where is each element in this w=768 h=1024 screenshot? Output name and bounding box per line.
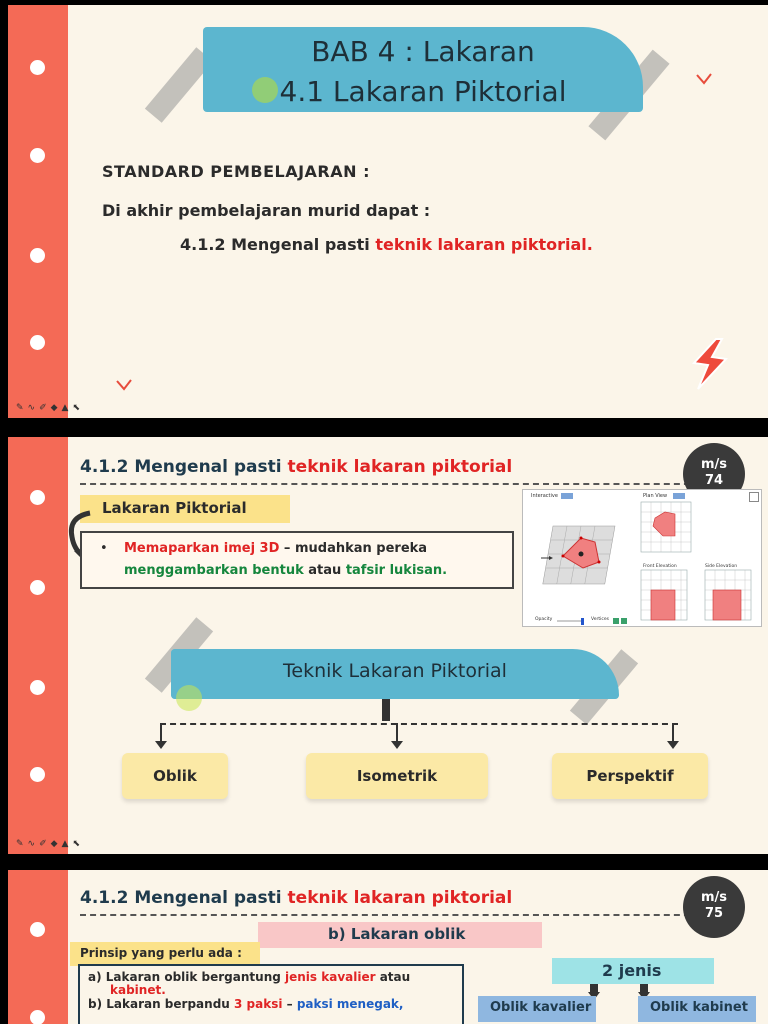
arrow-down-icon (667, 741, 679, 749)
item-b-highlight: 3 paksi (234, 997, 283, 1011)
item-a-highlight: jenis kavalier (285, 970, 376, 984)
type-2-text: Oblik kabinet (650, 1000, 748, 1015)
tree-arrow (672, 723, 674, 743)
cursor-highlight (176, 685, 202, 711)
interactive-app-panel[interactable] (522, 489, 762, 627)
badge-number: 75 (704, 906, 724, 921)
app-front-label: Front Elevation (643, 564, 677, 569)
bullet-green-1: menggambarkan bentuk (124, 563, 304, 578)
notebook-spine (8, 437, 68, 854)
heading-prefix: 4.1.2 Mengenal pasti (80, 457, 288, 477)
badge-number: 74 (704, 473, 724, 488)
definition-box (80, 531, 514, 589)
item-a (88, 970, 410, 984)
item-a-line2: kabinet. (110, 983, 166, 997)
item-b-prefix: b) Lakaran berpandu (88, 997, 234, 1011)
bullet-text: – mudahkan pereka (279, 541, 428, 556)
technique-banner-title: Teknik Lakaran Piktorial (283, 660, 507, 682)
intro-text: Di akhir pembelajaran murid dapat : (102, 201, 431, 220)
app-drawing (523, 490, 763, 628)
annotation-toolbar[interactable]: ✎∿✐◆▲⬉ (16, 403, 85, 413)
types-arrow-stem (590, 984, 598, 992)
learning-objective (180, 235, 593, 254)
principle-label (70, 942, 260, 966)
badge-unit: m/s (700, 890, 728, 905)
app-interactive-label: Interactive (531, 493, 558, 499)
item-a-prefix: a) Lakaran oblik bergantung (88, 970, 286, 984)
binder-hole (30, 490, 45, 505)
check-icon (116, 379, 132, 391)
slide-3 (8, 870, 768, 1024)
tree-arrow (160, 723, 162, 743)
app-opacity-label: Opacity (535, 617, 553, 622)
notebook-spine (8, 5, 68, 418)
tree-arrow (396, 723, 398, 743)
heading-highlight: teknik lakaran piktorial (287, 888, 513, 908)
slide-heading (80, 457, 512, 477)
speed-badge (683, 876, 745, 938)
chapter-title: BAB 4 : Lakaran (311, 35, 535, 68)
slide-1 (8, 5, 768, 418)
notebook-spine (8, 870, 68, 1024)
binder-hole (30, 1010, 45, 1024)
principle-box (78, 964, 464, 1024)
slide-heading (80, 888, 512, 908)
app-expand-icon[interactable] (749, 492, 759, 502)
cursor-highlight (252, 77, 278, 103)
binder-hole (30, 148, 45, 163)
heading-divider (80, 914, 700, 916)
binder-hole (30, 580, 45, 595)
app-plan-view-label: Plan View (643, 493, 668, 499)
objective-prefix: 4.1.2 Mengenal pasti (180, 235, 376, 254)
tree-stem (382, 699, 390, 721)
app-vertices-label: Vertices (591, 617, 609, 622)
technique-banner (171, 649, 619, 699)
app-side-label: Side Elevation (705, 564, 738, 569)
technique-isometrik: Isometrik (306, 753, 488, 799)
types-label-text: 2 jenis (602, 961, 662, 980)
bullet-highlight: Memaparkan imej 3D (124, 541, 280, 556)
type-oblik-kavalier (478, 996, 596, 1022)
bullet-green-2: tafsir lukisan. (345, 563, 448, 578)
lightning-icon (686, 337, 734, 391)
item-b-mid: – (282, 997, 297, 1011)
objective-highlight: teknik lakaran piktorial. (375, 235, 593, 254)
topic-label-text: Lakaran Piktorial (102, 499, 247, 517)
heading-highlight: teknik lakaran piktorial (287, 457, 513, 477)
badge-unit: m/s (700, 457, 728, 472)
topic-label (80, 495, 290, 523)
item-b-blue: paksi menegak, (296, 997, 404, 1011)
bullet-line-2 (124, 563, 447, 578)
binder-hole (30, 680, 45, 695)
principle-text: Prinsip yang perlu ada : (80, 946, 242, 960)
binder-hole (30, 767, 45, 782)
section-title: 4.1 Lakaran Piktorial (279, 75, 567, 108)
annotation-toolbar[interactable]: ✎∿✐◆▲⬉ (16, 839, 85, 849)
binder-hole (30, 922, 45, 937)
item-b (88, 997, 403, 1011)
arrow-down-icon (391, 741, 403, 749)
heading-prefix: 4.1.2 Mengenal pasti (80, 888, 288, 908)
check-icon (696, 73, 712, 85)
subtitle-text: b) Lakaran oblik (328, 925, 466, 943)
binder-hole (30, 60, 45, 75)
binder-hole (30, 335, 45, 350)
arrow-down-icon (155, 741, 167, 749)
type-1-text: Oblik kavalier (490, 1000, 592, 1015)
bullet-line-1 (124, 541, 427, 556)
heading-divider (80, 483, 700, 485)
tree-dashed-line (160, 723, 678, 725)
bullet-connector: atau (303, 563, 346, 578)
standard-heading: STANDARD PEMBELAJARAN : (102, 162, 370, 181)
technique-perspektif: Perspektif (552, 753, 708, 799)
technique-oblik: Oblik (122, 753, 228, 799)
slide-2 (8, 437, 768, 854)
type-oblik-kabinet (638, 996, 756, 1022)
types-arrow-stem (640, 984, 648, 992)
subtitle-box (258, 922, 542, 948)
item-a-suffix: atau (375, 970, 411, 984)
types-label (552, 958, 714, 984)
binder-hole (30, 248, 45, 263)
bullet-dot: • (100, 541, 108, 556)
